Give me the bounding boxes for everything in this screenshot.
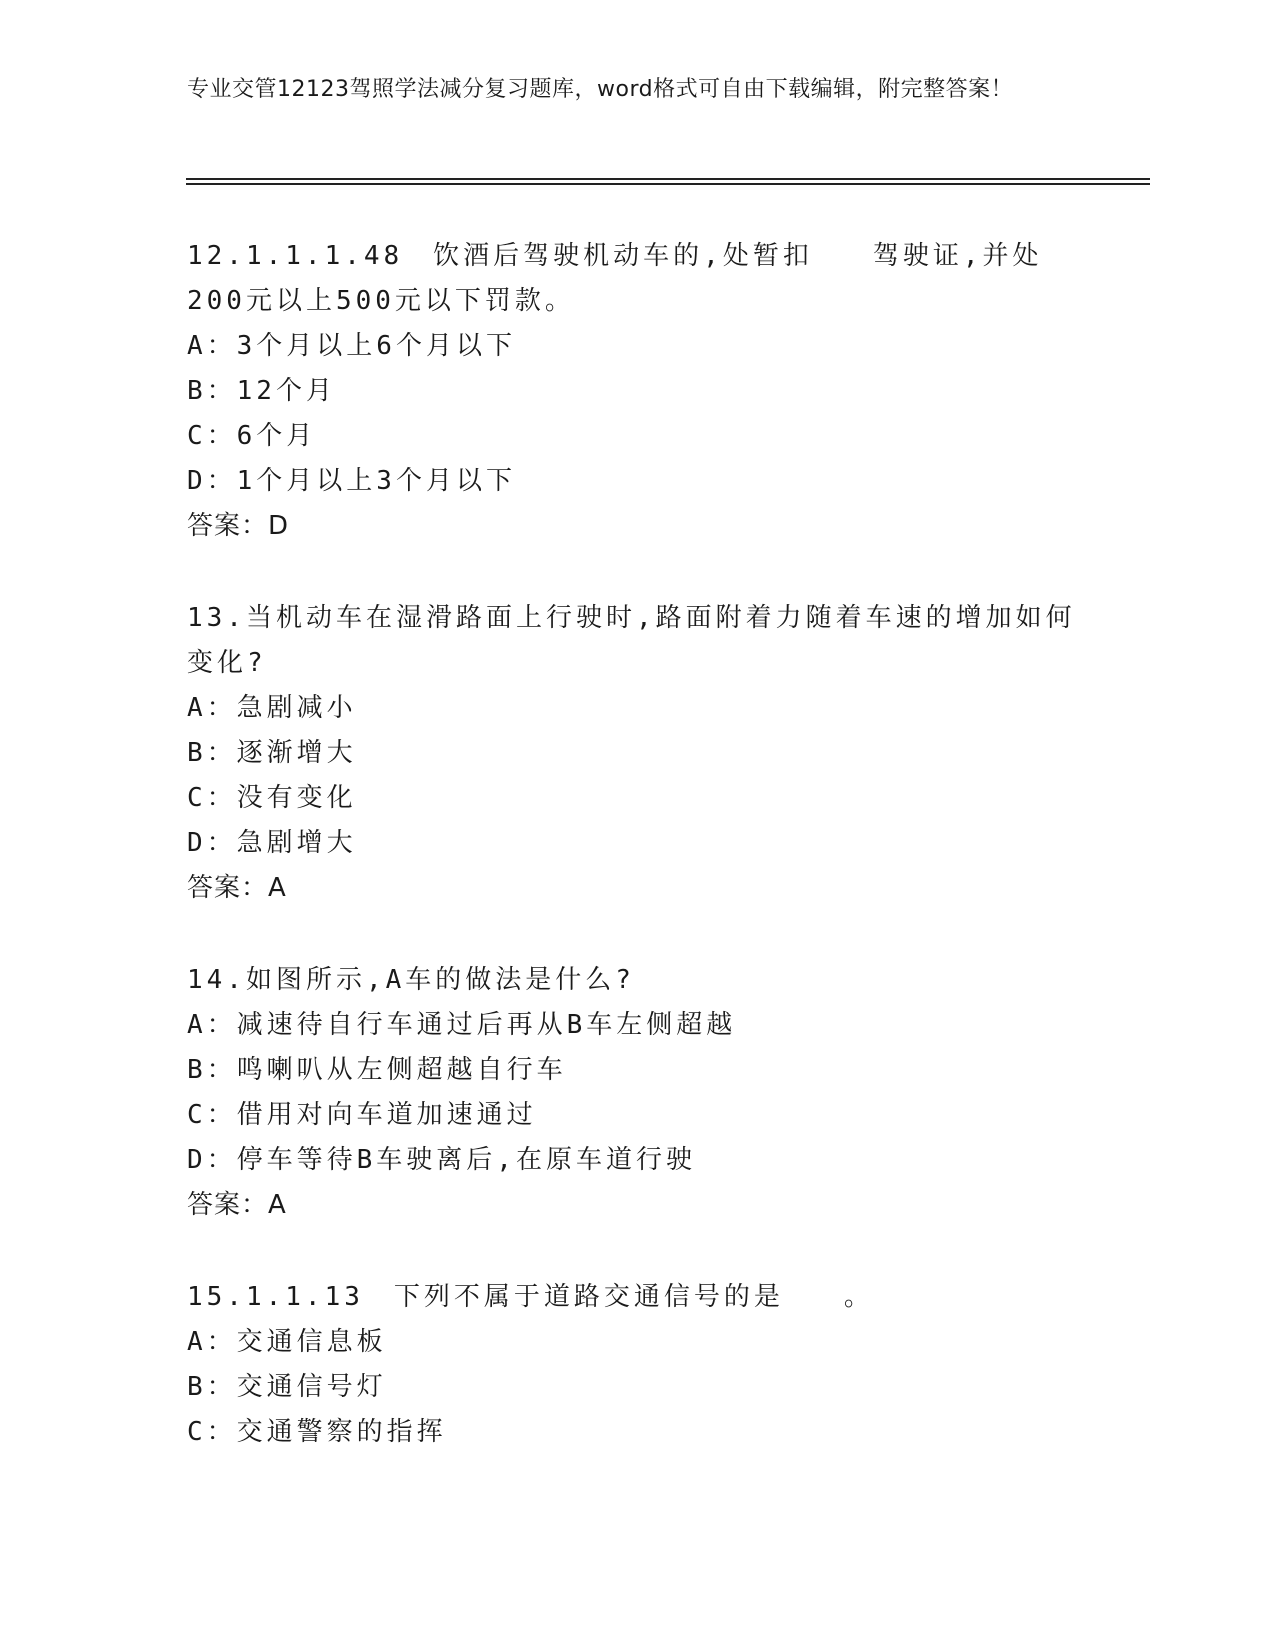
option-d: D：1个月以上3个月以下 — [187, 466, 516, 496]
option-c: C：没有变化 — [187, 783, 357, 813]
question-14 — [187, 958, 1087, 1228]
option-c: C：6个月 — [187, 421, 317, 451]
document-header: 专业交管12123驾照学法减分复习题库，word格式可自由下载编辑，附完整答案！ — [187, 77, 1014, 102]
option-a: A：交通信息板 — [187, 1327, 387, 1357]
question-stem: 15.1.1.13 下列不属于道路交通信号的是 。 — [187, 1282, 874, 1312]
option-b: B：鸣喇叭从左侧超越自行车 — [187, 1055, 567, 1085]
header-divider-bottom — [186, 183, 1150, 185]
option-b: B：交通信号灯 — [187, 1372, 387, 1402]
answer: 答案：A — [187, 873, 287, 903]
option-d: D：急剧增大 — [187, 828, 357, 858]
header-divider-top — [186, 178, 1150, 180]
question-stem: 14.如图所示,A车的做法是什么? — [187, 965, 635, 995]
option-a: A：3个月以上6个月以下 — [187, 331, 516, 361]
option-a: A：急剧减小 — [187, 693, 357, 723]
question-stem: 12.1.1.1.48 饮酒后驾驶机动车的,处暂扣 驾驶证,并处200元以上500元以下罚款。 — [187, 241, 1043, 316]
option-d: D：停车等待B车驶离后,在原车道行驶 — [187, 1145, 696, 1175]
option-a: A：减速待自行车通过后再从B车左侧超越 — [187, 1010, 737, 1040]
answer: 答案：A — [187, 1190, 287, 1220]
option-b: B：逐渐增大 — [187, 738, 357, 768]
question-12 — [187, 234, 1087, 549]
answer: 答案：D — [187, 511, 290, 541]
question-13 — [187, 596, 1087, 911]
option-c: C：借用对向车道加速通过 — [187, 1100, 537, 1130]
question-15 — [187, 1275, 1087, 1455]
question-stem: 13.当机动车在湿滑路面上行驶时,路面附着力随着车速的增加如何变化? — [187, 603, 1076, 678]
option-c: C：交通警察的指挥 — [187, 1417, 447, 1447]
option-b: B：12个月 — [187, 376, 336, 406]
